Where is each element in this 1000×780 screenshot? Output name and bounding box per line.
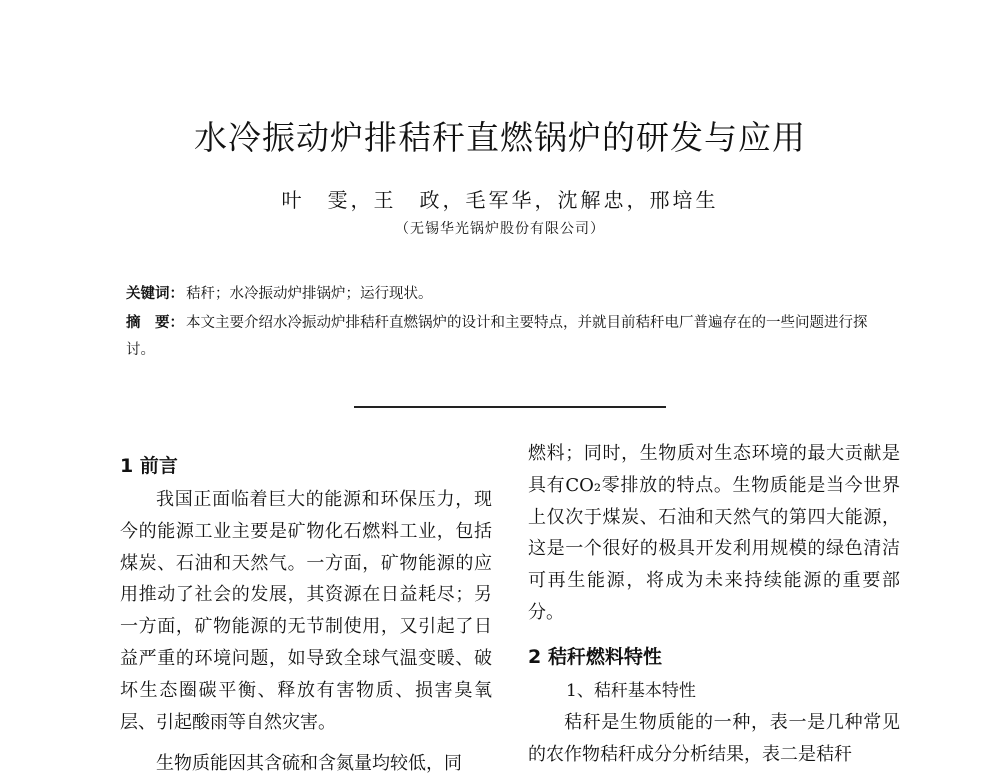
- paper-title: 水冷振动炉排秸秆直燃锅炉的研发与应用: [194, 118, 806, 157]
- abstract-block: [126, 310, 896, 364]
- subsection-heading: 1、秸秆基本特性: [566, 680, 696, 701]
- paragraph-gap: [528, 629, 900, 639]
- section-heading-straw-fuel: 2 秸秆燃料特性: [528, 645, 662, 668]
- keywords-block: [126, 281, 896, 308]
- abstract-text: 本文主要介绍水冷振动炉排秸秆直燃锅炉的设计和主要特点，并就目前秸秆电厂普遍存在的一些问题进行探讨。: [126, 315, 868, 358]
- paragraph-gap: [120, 738, 492, 748]
- affiliation: （无锡华光锅炉股份有限公司）: [395, 221, 605, 237]
- paragraph: 秸秆是生物质能的一种，表一是几种常见的农作物秸秆成分分析结果，表二是秸秆: [528, 711, 900, 765]
- paragraph: 生物质能因其含硫和含氮量均较低，同: [156, 753, 462, 775]
- paragraph-continuation: 燃料；同时，生物质对生态环境的最大贡献是具有CO₂零排放的特点。生物质能是当今世界上仅次于煤炭、石油和天然气的第四大能源，这是一个很好的极具开发利用规模的绿色清洁可再生能源，将成为未来持续能源的重要部分。: [528, 443, 900, 623]
- paragraph: 我国正面临着巨大的能源和环保压力，现今的能源工业主要是矿物化石燃料工业，包括煤炭、石油和天然气。一方面，矿物能源的应用推动了社会的发展，其资源在日益耗尽；另一方面，矿物能源的无节制使用，又引起了日益严重的环境问题，如导致全球气温变暖、破坏生态圈碳平衡、释放有害物质、损害臭氧层、引起酸雨等自然灾害。: [120, 489, 492, 733]
- keywords-label: 关键词：: [126, 286, 184, 302]
- right-column: [528, 438, 900, 770]
- separator-rule: [354, 406, 666, 408]
- section-heading-introduction: 1 前言: [120, 455, 178, 477]
- author-list: 叶 雯，王 政，毛军华，沈解忠，邢培生: [281, 188, 719, 212]
- left-column: [120, 448, 492, 780]
- keywords-text: 秸秆；水冷振动炉排锅炉；运行现状。: [186, 286, 433, 302]
- abstract-label: 摘 要：: [126, 315, 184, 331]
